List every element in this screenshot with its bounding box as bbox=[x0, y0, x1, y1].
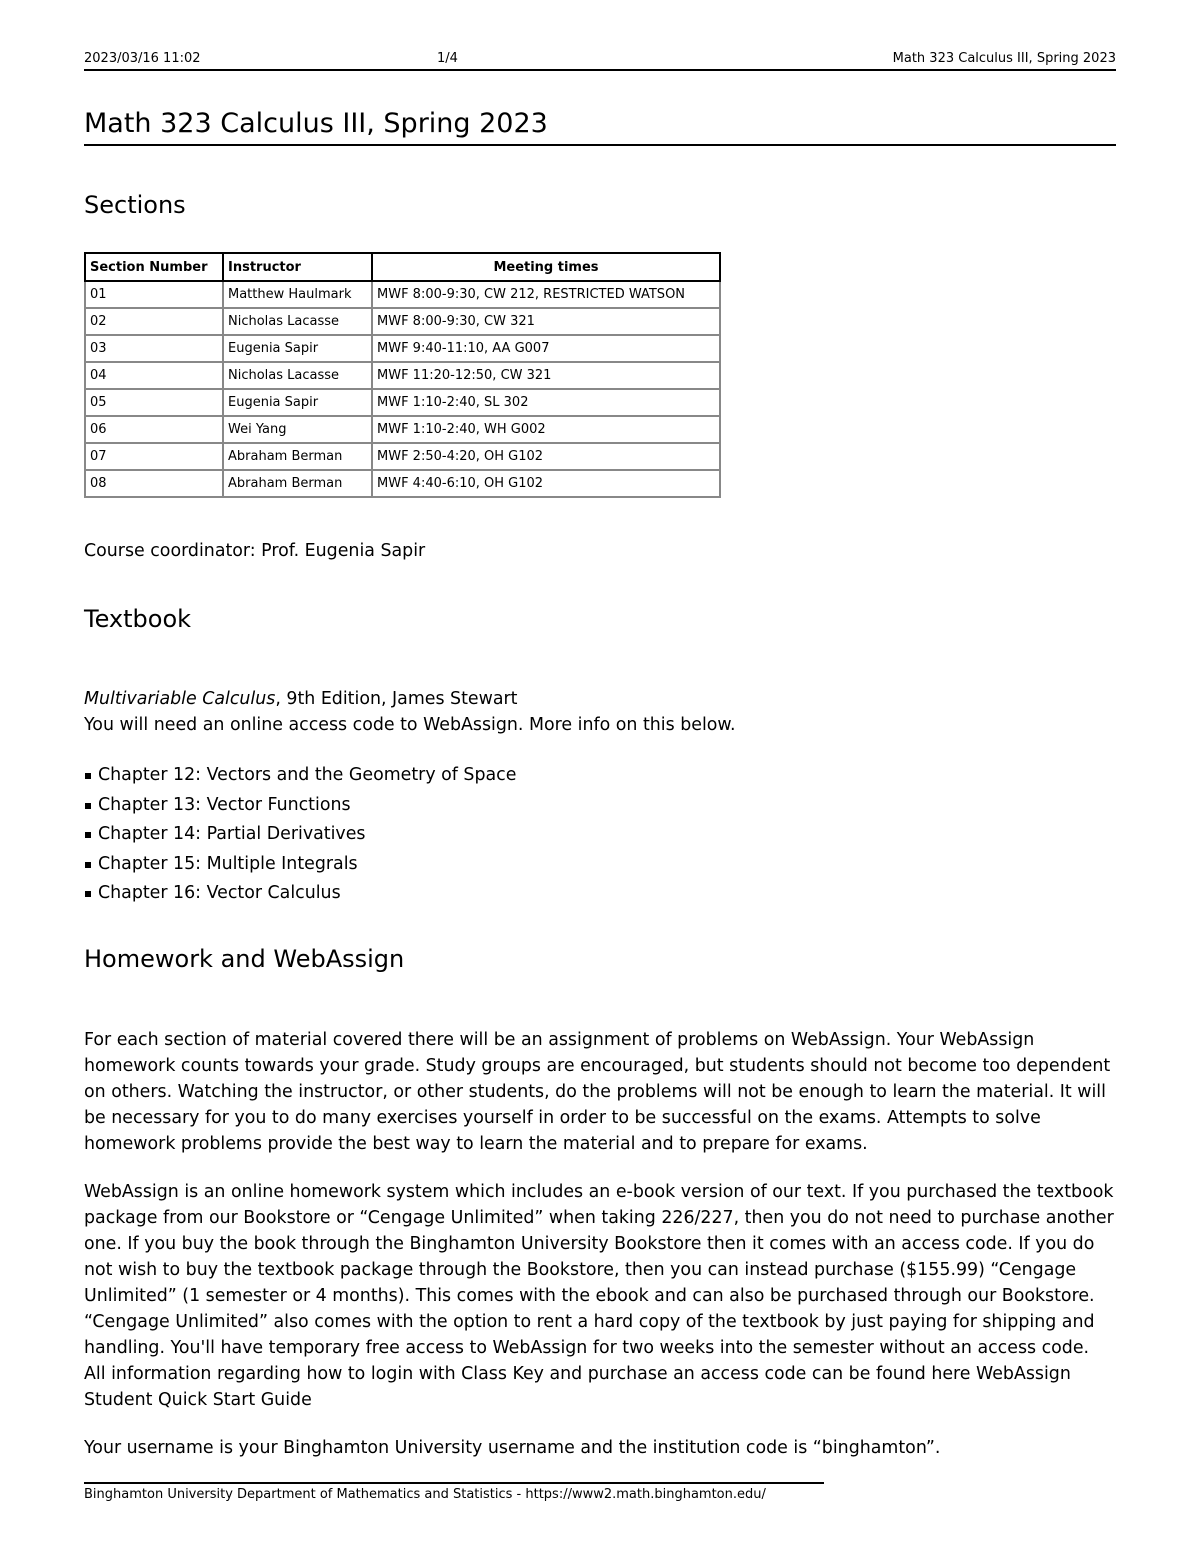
access-code-note: You will need an online access code to WebAssign. More info on this below. bbox=[84, 715, 736, 735]
table-row bbox=[85, 281, 720, 308]
table-row bbox=[85, 335, 720, 362]
bullet-icon bbox=[85, 862, 91, 868]
section-number-cell: 02 bbox=[85, 308, 223, 335]
table-row bbox=[85, 389, 720, 416]
page-title: Math 323 Calculus III, Spring 2023 bbox=[84, 107, 1116, 146]
instructor-cell: Abraham Berman bbox=[223, 443, 372, 470]
meeting-times-cell: MWF 8:00-9:30, CW 321 bbox=[372, 308, 720, 335]
meeting-times-cell: MWF 1:10-2:40, SL 302 bbox=[372, 389, 720, 416]
section-number-cell: 05 bbox=[85, 389, 223, 416]
instructor-cell: Wei Yang bbox=[223, 416, 372, 443]
sections-table bbox=[84, 252, 721, 498]
section-number-cell: 06 bbox=[85, 416, 223, 443]
instructor-cell: Eugenia Sapir bbox=[223, 335, 372, 362]
chapter-label: Chapter 12: Vectors and the Geometry of Space bbox=[98, 765, 517, 785]
page-header bbox=[84, 51, 1116, 71]
course-coordinator: Course coordinator: Prof. Eugenia Sapir bbox=[84, 541, 426, 561]
homework-paragraph-2: WebAssign is an online homework system which includes an e-book version of our text. If you purchased the textbook package from our Bookstore or “Cengage Unlimited” when taking 226/227, then you do not need to purchase another one. If you buy the book through the Binghamton University Bookstore then it comes with an access code. If you do not wish to buy the textbook package through the Bookstore, then you can instead purchase ($155.99) “Cengage Unlimited” (1 semester or 4 months). This comes with the ebook and can also be purchased through our Bookstore. “Cengage Unlimited” also comes with the option to rent a hard copy of the textbook by just paying for shipping and handling. You'll have temporary free access to WebAssign for two weeks into the semester without an access code. All information regarding how to login with Class Key and purchase an access code can be found here WebAssign Student Quick Start Guide bbox=[84, 1182, 1114, 1410]
chapter-label: Chapter 15: Multiple Integrals bbox=[98, 853, 358, 874]
table-row bbox=[85, 470, 720, 497]
list-item bbox=[84, 792, 516, 822]
homework-heading: Homework and WebAssign bbox=[84, 945, 405, 973]
homework-paragraph-3: Your username is your Binghamton University username and the institution code is “binghamton”. bbox=[84, 1438, 941, 1458]
page-footer: Binghamton University Department of Mathematics and Statistics - https://www2.math.binghamton.edu/ bbox=[84, 1482, 824, 1502]
section-number-cell: 01 bbox=[85, 281, 223, 308]
print-timestamp: 2023/03/16 11:02 bbox=[84, 51, 201, 66]
chapter-label: Chapter 13: Vector Functions bbox=[98, 794, 351, 815]
textbook-citation bbox=[84, 686, 1116, 712]
chapter-label: Chapter 16: Vector Calculus bbox=[98, 883, 341, 903]
list-item bbox=[84, 821, 516, 851]
table-row bbox=[85, 416, 720, 443]
section-number-cell: 04 bbox=[85, 362, 223, 389]
column-header-section-number: Section Number bbox=[85, 253, 223, 281]
bullet-icon bbox=[85, 773, 91, 779]
column-header-meeting-times: Meeting times bbox=[372, 253, 720, 281]
textbook-title: Multivariable Calculus bbox=[84, 689, 276, 709]
bullet-icon bbox=[85, 832, 91, 838]
table-row bbox=[85, 362, 720, 389]
chapter-label: Chapter 14: Partial Derivatives bbox=[98, 824, 366, 844]
meeting-times-cell: MWF 2:50-4:20, OH G102 bbox=[372, 443, 720, 470]
column-header-instructor: Instructor bbox=[223, 253, 372, 281]
meeting-times-cell: MWF 11:20-12:50, CW 321 bbox=[372, 362, 720, 389]
section-number-cell: 03 bbox=[85, 335, 223, 362]
bullet-icon bbox=[85, 891, 91, 897]
instructor-cell: Nicholas Lacasse bbox=[223, 308, 372, 335]
page-number: 1/4 bbox=[437, 51, 458, 66]
meeting-times-cell: MWF 9:40-11:10, AA G007 bbox=[372, 335, 720, 362]
instructor-cell: Nicholas Lacasse bbox=[223, 362, 372, 389]
meeting-times-cell: MWF 1:10-2:40, WH G002 bbox=[372, 416, 720, 443]
meeting-times-cell: MWF 4:40-6:10, OH G102 bbox=[372, 470, 720, 497]
textbook-heading: Textbook bbox=[84, 605, 192, 633]
instructor-cell: Abraham Berman bbox=[223, 470, 372, 497]
bullet-icon bbox=[85, 803, 91, 809]
list-item bbox=[84, 762, 516, 792]
section-number-cell: 07 bbox=[85, 443, 223, 470]
instructor-cell: Matthew Haulmark bbox=[223, 281, 372, 308]
homework-paragraph-1: For each section of material covered there will be an assignment of problems on WebAssign. Your WebAssign homework counts towards your grade. Study groups are encouraged, but students should not become too dependent on others. Watching the instructor, or other students, do the problems will not be enough to learn the material. It will be necessary for you to do many exercises yourself in order to be successful on the exams. Attempts to solve homework problems provide the best way to learn the material and to prepare for exams. bbox=[84, 1030, 1111, 1154]
table-header-row bbox=[85, 253, 720, 281]
meeting-times-cell: MWF 8:00-9:30, CW 212, RESTRICTED WATSON bbox=[372, 281, 720, 308]
chapter-list bbox=[84, 762, 516, 910]
section-number-cell: 08 bbox=[85, 470, 223, 497]
list-item bbox=[84, 851, 516, 881]
textbook-edition-author: , 9th Edition, James Stewart bbox=[275, 689, 518, 709]
list-item bbox=[84, 880, 516, 910]
sections-heading: Sections bbox=[84, 191, 186, 219]
table-row bbox=[85, 308, 720, 335]
instructor-cell: Eugenia Sapir bbox=[223, 389, 372, 416]
header-doc-title: Math 323 Calculus III, Spring 2023 bbox=[892, 51, 1116, 66]
table-row bbox=[85, 443, 720, 470]
